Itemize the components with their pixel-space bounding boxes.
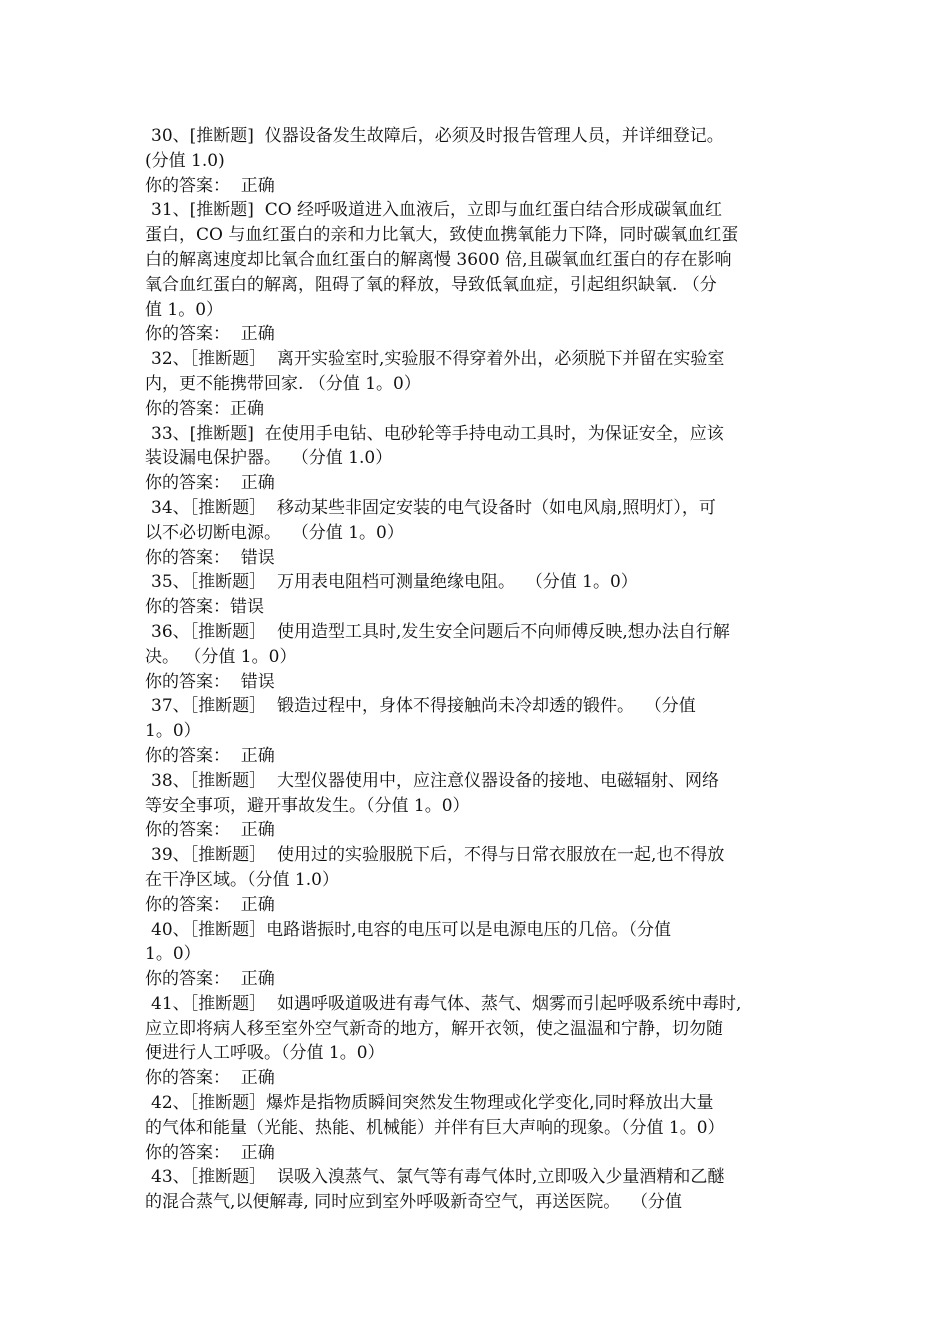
question-text-continued: 内，更不能携带回家. （分值 1。0） <box>145 373 421 394</box>
question-item <box>145 347 825 421</box>
answer-line: 你的答案： 错误 <box>145 547 275 568</box>
question-item <box>145 422 825 496</box>
document-page <box>145 124 825 1215</box>
question-text-continued: 应立即将病人移至室外空气新奇的地方，解开衣领，使之温温和宁静，切勿随 <box>145 1018 723 1039</box>
question-text: 36、［推断题］ 使用造型工具时,发生安全问题后不向师傅反映,想办法自行解 <box>151 621 730 642</box>
question-text: 37、［推断题］ 锻造过程中，身体不得接触尚未冷却透的锻件。 （分值 <box>151 696 696 717</box>
answer-line: 你的答案： 正确 <box>145 745 275 766</box>
question-item <box>145 124 825 198</box>
question-item <box>145 694 825 768</box>
question-text-continued: 等安全事项，避开事故发生。（分值 1。0） <box>145 795 470 816</box>
answer-line: 你的答案： 正确 <box>145 969 275 990</box>
answer-line: 你的答案：正确 <box>145 398 264 419</box>
answer-line: 你的答案： 正确 <box>145 820 275 841</box>
question-item <box>145 620 825 694</box>
question-text-continued: 决。 （分值 1。0） <box>145 646 297 667</box>
question-text-continued: 装设漏电保护器。 （分值 1.0） <box>145 448 393 469</box>
question-text-continued: 的气体和能量（光能、热能、机械能）并伴有巨大声响的现象。（分值 1。0） <box>145 1117 725 1138</box>
answer-line: 你的答案： 正确 <box>145 175 275 196</box>
question-text-continued: 蛋白，CO 与血红蛋白的亲和力比氧大，致使血携氧能力下降，同时碳氧血红蛋 <box>145 225 739 246</box>
question-item <box>145 992 825 1091</box>
question-text-continued: 值 1。0） <box>145 299 224 320</box>
question-text: 39、［推断题］ 使用过的实验服脱下后，不得与日常衣服放在一起,也不得放 <box>151 845 725 866</box>
question-text: 42、［推断题］爆炸是指物质瞬间突然发生物理或化学变化,同时释放出大量 <box>151 1093 714 1114</box>
question-text: 32、［推断题］ 离开实验室时,实验服不得穿着外出，必须脱下并留在实验室 <box>151 349 725 370</box>
question-text-continued: (分值 1.0) <box>145 150 225 171</box>
question-text: 38、［推断题］ 大型仪器使用中，应注意仪器设备的接地、电磁辐射、网络 <box>151 770 719 791</box>
answer-line: 你的答案： 正确 <box>145 1068 275 1089</box>
question-text-continued: 便进行人工呼吸。（分值 1。0） <box>145 1043 385 1064</box>
answer-line: 你的答案： 错误 <box>145 671 275 692</box>
question-text: 41、［推断题］ 如遇呼吸道吸进有毒气体、蒸气、烟雾而引起呼吸系统中毒时, <box>151 993 742 1014</box>
question-item <box>145 198 825 347</box>
question-text-continued: 在干净区域。（分值 1.0） <box>145 869 339 890</box>
question-item <box>145 918 825 992</box>
question-text: 35、［推断题］ 万用表电阻档可测量绝缘电阻。 （分值 1。0） <box>151 572 638 593</box>
question-text-continued: 白的解离速度却比氧合血红蛋白的解离慢 3600 倍,且碳氧血红蛋白的存在影响 <box>145 249 732 270</box>
answer-line: 你的答案： 正确 <box>145 473 275 494</box>
question-text-continued: 以不必切断电源。 （分值 1。0） <box>145 522 404 543</box>
question-item <box>145 1165 825 1215</box>
question-item <box>145 1091 825 1165</box>
question-text-continued: 1。0） <box>145 721 201 742</box>
question-text: 33、[推断题] 在使用手电钻、电砂轮等手持电动工具时，为保证安全，应该 <box>151 423 724 444</box>
answer-line: 你的答案： 正确 <box>145 324 275 345</box>
question-item <box>145 570 825 620</box>
question-text: 30、[推断题] 仪器设备发生故障后，必须及时报告管理人员，并详细登记。 <box>151 126 724 146</box>
question-text-continued: 1。0） <box>145 944 201 965</box>
question-text: 34、［推断题］ 移动某些非固定安装的电气设备时（如电风扇,照明灯），可 <box>151 497 716 518</box>
question-text-continued: 氧合血红蛋白的解离，阻碍了氧的释放，导致低氧血症，引起组织缺氧. （分 <box>145 274 717 295</box>
question-text: 40、［推断题］电路谐振时,电容的电压可以是电源电压的几倍。（分值 <box>151 919 672 940</box>
answer-line: 你的答案： 正确 <box>145 1142 275 1163</box>
answer-line: 你的答案： 正确 <box>145 894 275 915</box>
question-item <box>145 769 825 843</box>
answer-line: 你的答案：错误 <box>145 597 264 618</box>
question-text-continued: 的混合蒸气,以便解毒, 同时应到室外呼吸新奇空气，再送医院。 （分值 <box>145 1192 683 1213</box>
question-text: 31、[推断题] CO 经呼吸道进入血液后，立即与血红蛋白结合形成碳氧血红 <box>151 200 723 221</box>
question-item <box>145 843 825 917</box>
question-text: 43、［推断题］ 误吸入溴蒸气、氯气等有毒气体时,立即吸入少量酒精和乙醚 <box>151 1167 725 1188</box>
question-item <box>145 496 825 570</box>
